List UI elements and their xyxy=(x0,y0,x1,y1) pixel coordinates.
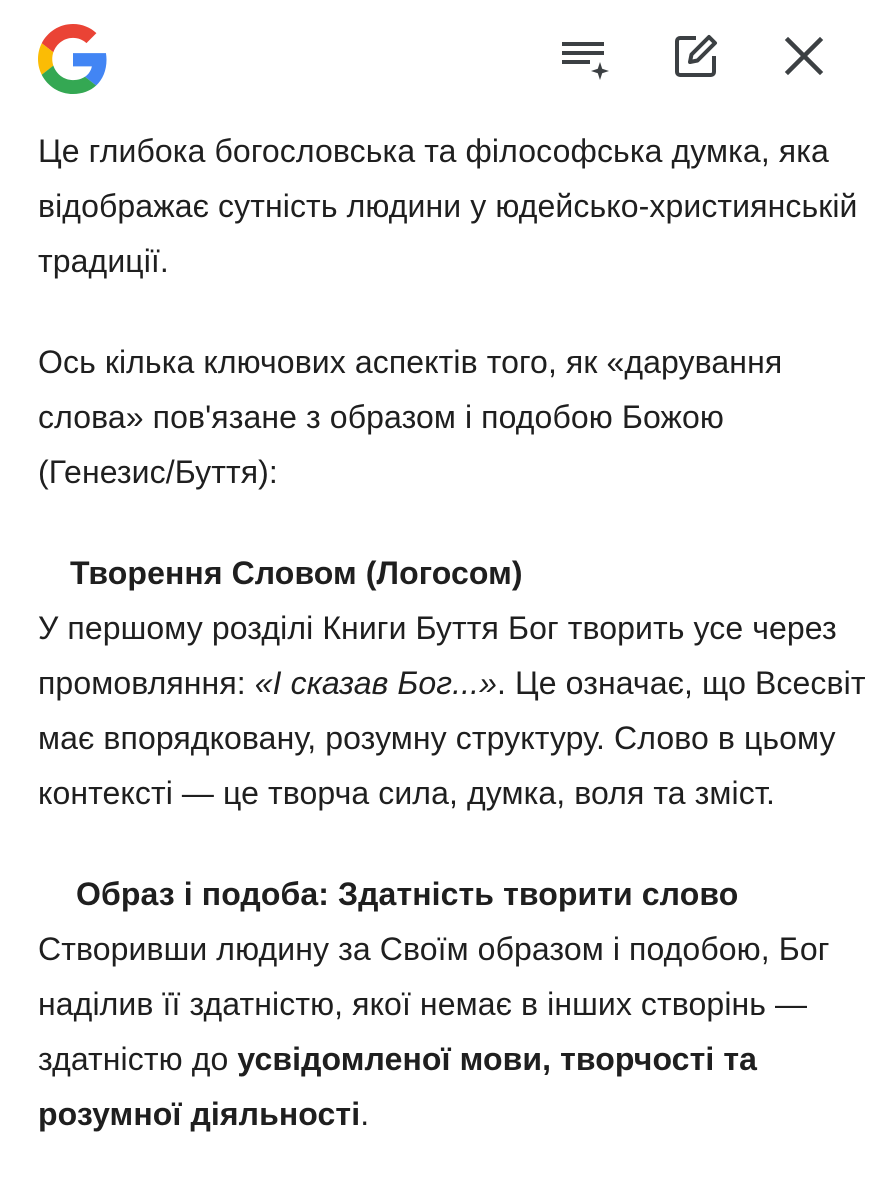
top-bar xyxy=(0,0,896,120)
section-body-image-emphasis: усвідомленої мови, творчості та розумної діяльності xyxy=(38,1041,757,1132)
response-content xyxy=(38,124,868,1188)
intro-paragraph: Це глибока богословська та філософська думка, яка відображає сутність людини у юдейсько-християнській традиції. xyxy=(38,133,858,279)
edit-icon xyxy=(670,30,722,87)
section-heading-creation: Творення Словом (Логосом) xyxy=(70,555,523,591)
close-button[interactable] xyxy=(776,30,832,86)
scripture-quote: «І сказав Бог...» xyxy=(254,665,498,701)
section-body-creation-before: У першому розділі Книги Буття Бог творить усе через промовляння: xyxy=(38,610,837,701)
lead-paragraph: Ось кілька ключових аспектів того, як «дарування слова» пов'язане з образом і подобою Божою (Генезис/Буття): xyxy=(38,344,783,490)
section-body-creation xyxy=(38,601,868,821)
section-heading-image: Образ і подоба: Здатність творити слово xyxy=(76,876,739,912)
close-icon xyxy=(780,32,828,85)
section-body-image-before: Створивши людину за Своїм образом і подобою, Бог наділив її здатністю, якої немає в інших створінь — здатністю до xyxy=(38,931,830,1077)
google-logo-icon[interactable] xyxy=(38,24,108,94)
summary-button[interactable] xyxy=(556,30,612,86)
section-body-creation-after: . Це означає, що Всесвіт має впорядковану, розумну структуру. Слово в цьому контексті — це творча сила, думка, воля та зміст. xyxy=(38,665,866,811)
edit-button[interactable] xyxy=(668,30,724,86)
section-body-image xyxy=(38,922,868,1142)
section-body-image-after: . xyxy=(360,1096,370,1132)
summary-icon xyxy=(558,30,610,87)
